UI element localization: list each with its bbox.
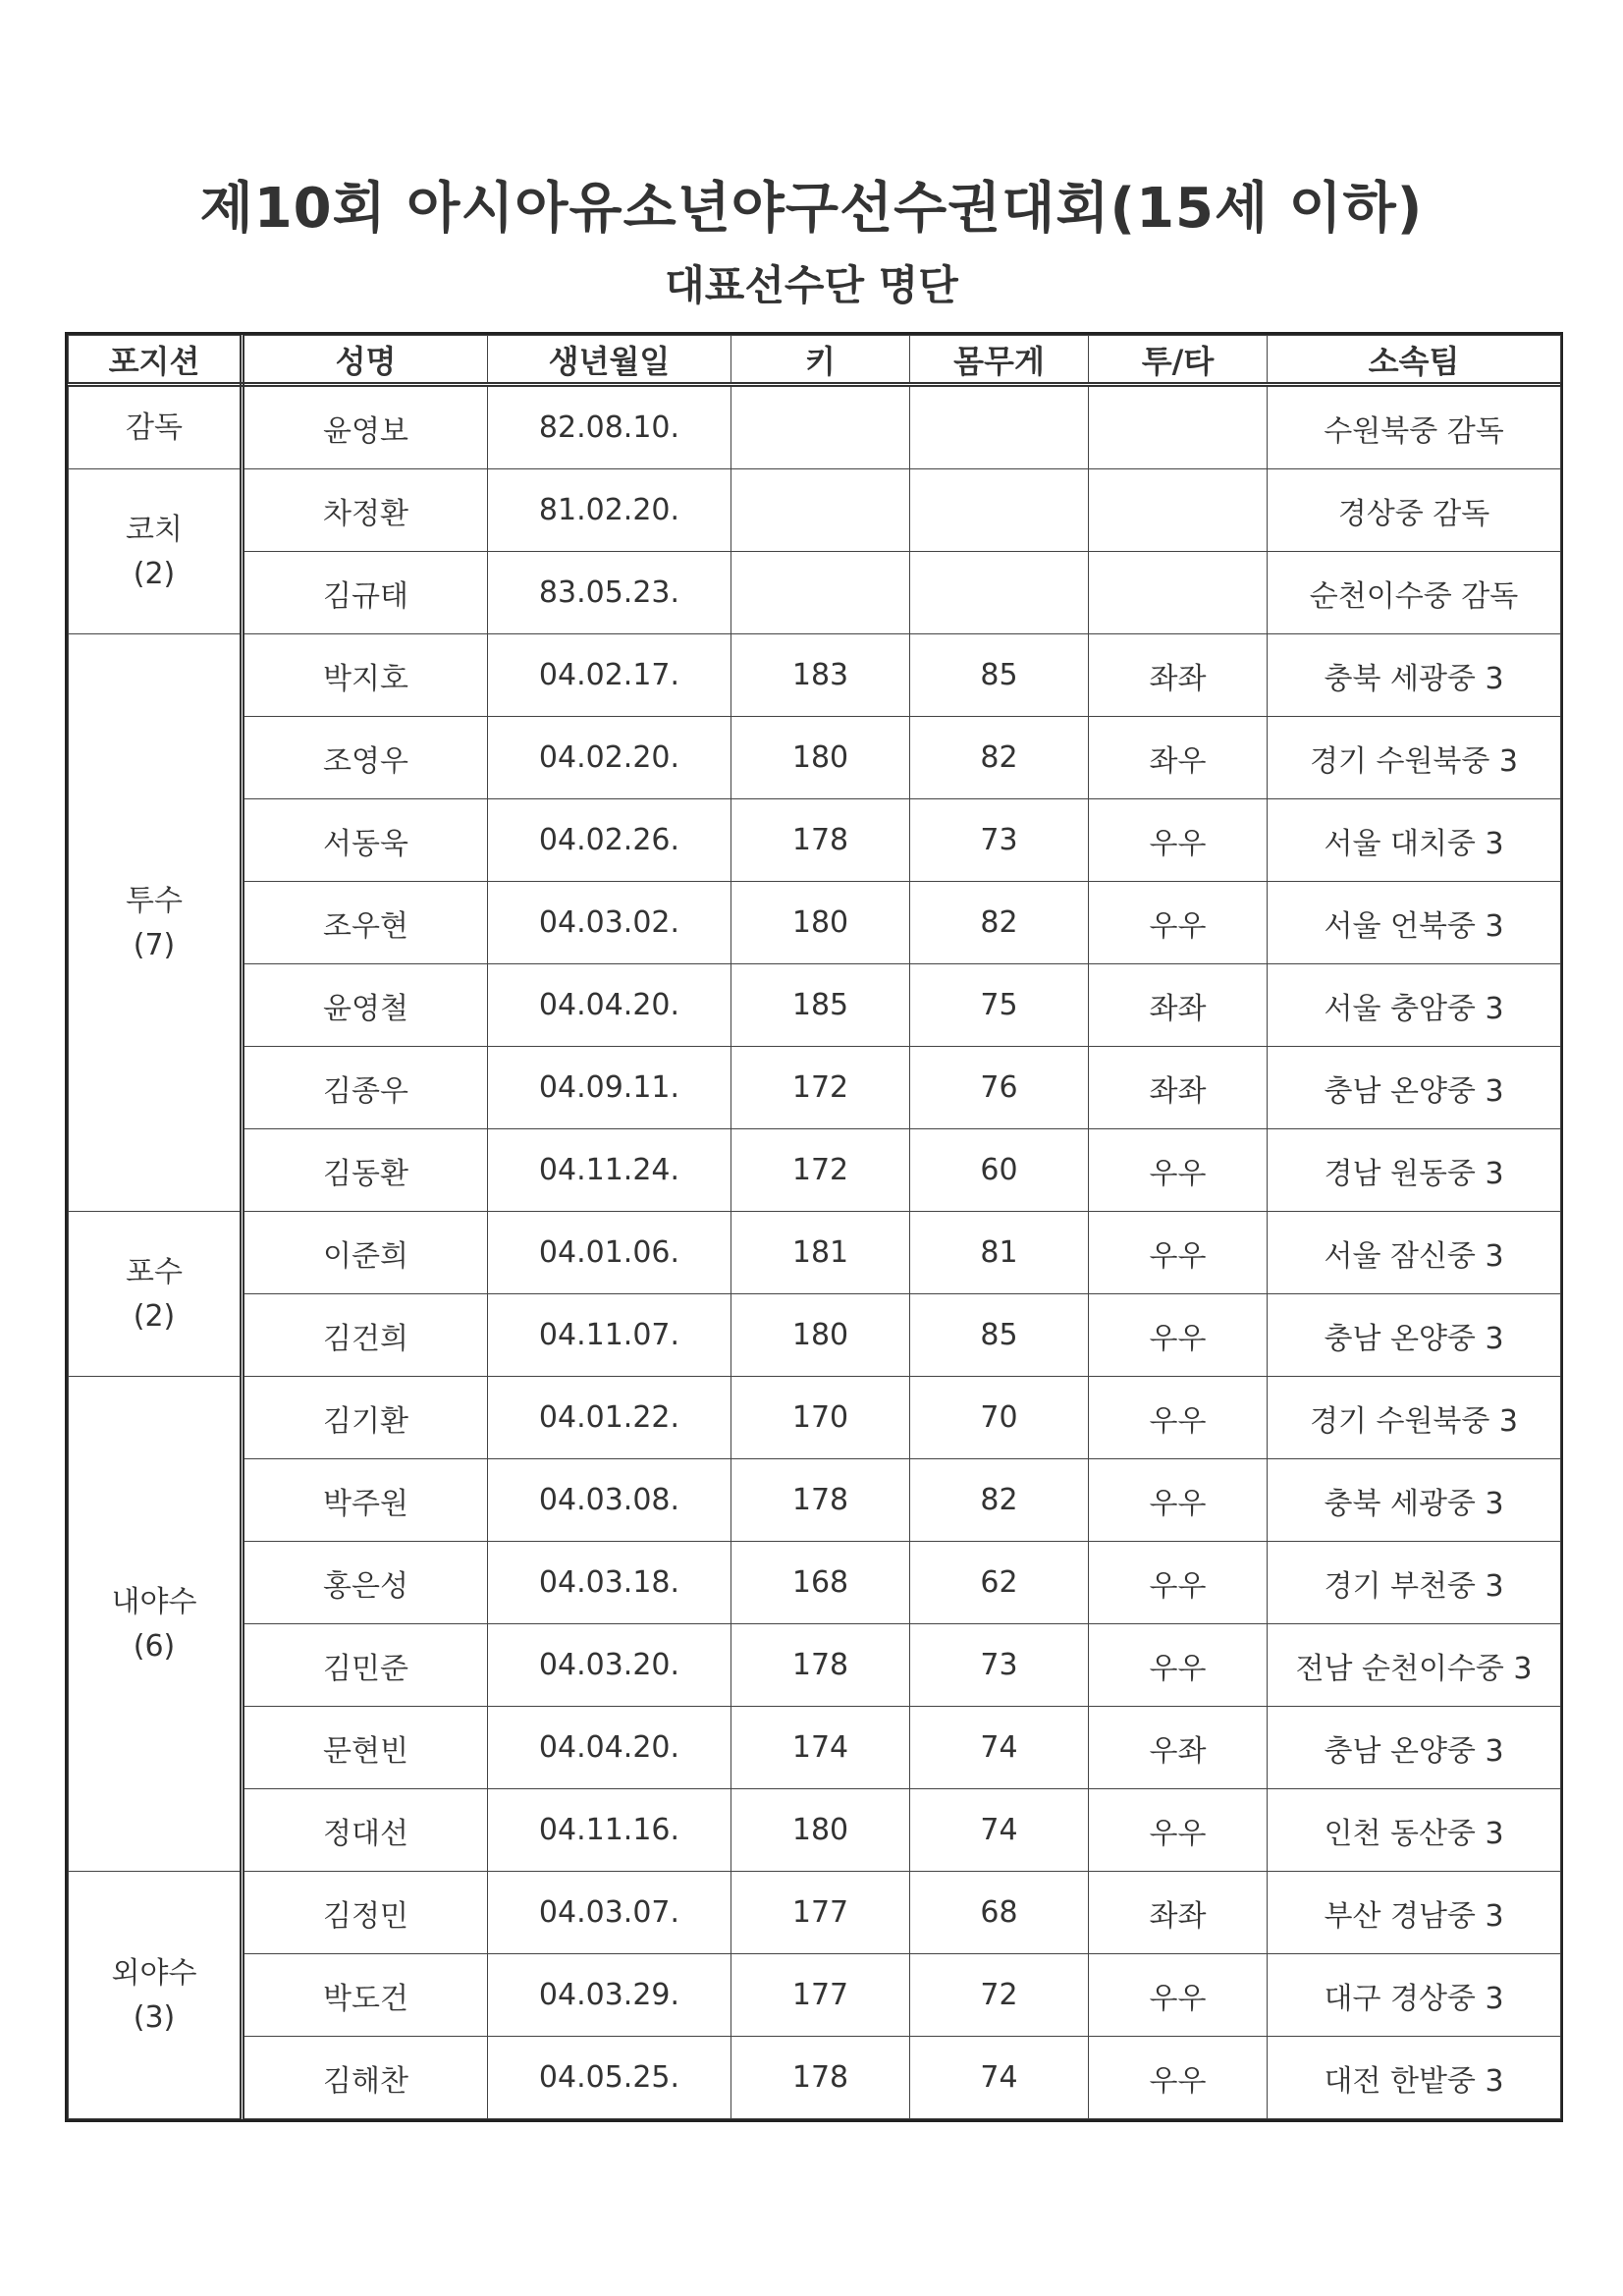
birthdate-cell: 04.03.20. (488, 1624, 731, 1707)
position-label: 투수 (126, 883, 183, 918)
player-name-cell: 김기환 (243, 1377, 488, 1459)
birthdate-cell: 04.11.07. (488, 1294, 731, 1377)
height-cell: 178 (731, 799, 910, 882)
birthdate-cell: 04.03.08. (488, 1459, 731, 1542)
height-cell (731, 385, 910, 469)
birthdate-cell: 04.02.26. (488, 799, 731, 882)
weight-cell (910, 385, 1089, 469)
player-name-cell: 김민준 (243, 1624, 488, 1707)
weight-cell: 62 (910, 1542, 1089, 1624)
birthdate-cell: 04.03.02. (488, 882, 731, 964)
table-row (69, 717, 1561, 799)
height-cell: 174 (731, 1707, 910, 1789)
throw-bat-cell: 우우 (1089, 1459, 1268, 1542)
weight-cell: 82 (910, 717, 1089, 799)
team-cell: 경기 부천중 3 (1268, 1542, 1561, 1624)
player-name-cell: 박주원 (243, 1459, 488, 1542)
height-cell (731, 552, 910, 634)
table-row (69, 1459, 1561, 1542)
birthdate-cell: 04.02.17. (488, 634, 731, 717)
player-name-cell: 김규태 (243, 552, 488, 634)
birthdate-cell: 04.02.20. (488, 717, 731, 799)
position-count: (7) (133, 927, 176, 962)
team-cell: 충남 온양중 3 (1268, 1047, 1561, 1129)
birthdate-cell: 04.04.20. (488, 1707, 731, 1789)
table-row (69, 882, 1561, 964)
player-name-cell: 김정민 (243, 1872, 488, 1954)
throw-bat-cell: 우우 (1089, 2037, 1268, 2119)
player-name-cell: 서동욱 (243, 799, 488, 882)
birthdate-cell: 04.09.11. (488, 1047, 731, 1129)
height-cell: 177 (731, 1872, 910, 1954)
player-name-cell: 조영우 (243, 717, 488, 799)
position-count: (3) (133, 1999, 176, 2035)
column-header-birthdate: 생년월일 (488, 336, 731, 385)
table-row (69, 799, 1561, 882)
player-name-cell: 이준희 (243, 1212, 488, 1294)
player-name-cell: 문현빈 (243, 1707, 488, 1789)
player-name-cell: 김동환 (243, 1129, 488, 1212)
birthdate-cell: 04.03.29. (488, 1954, 731, 2037)
team-cell: 경기 수원북중 3 (1268, 1377, 1561, 1459)
throw-bat-cell: 우우 (1089, 1377, 1268, 1459)
position-label: 코치 (126, 512, 183, 547)
throw-bat-cell: 우우 (1089, 1212, 1268, 1294)
team-cell: 서울 대치중 3 (1268, 799, 1561, 882)
weight-cell: 74 (910, 1707, 1089, 1789)
weight-cell: 76 (910, 1047, 1089, 1129)
table-row (69, 385, 1561, 469)
team-cell: 충남 온양중 3 (1268, 1707, 1561, 1789)
birthdate-cell: 04.11.24. (488, 1129, 731, 1212)
weight-cell: 82 (910, 1459, 1089, 1542)
position-label: 외야수 (111, 1955, 197, 1991)
team-cell: 순천이수중 감독 (1268, 552, 1561, 634)
height-cell: 177 (731, 1954, 910, 2037)
birthdate-cell: 04.05.25. (488, 2037, 731, 2119)
column-header-weight: 몸무게 (910, 336, 1089, 385)
height-cell (731, 469, 910, 552)
weight-cell (910, 552, 1089, 634)
player-name-cell: 홍은성 (243, 1542, 488, 1624)
weight-cell: 73 (910, 799, 1089, 882)
team-cell: 전남 순천이수중 3 (1268, 1624, 1561, 1707)
player-name-cell: 조우현 (243, 882, 488, 964)
table-row (69, 1542, 1561, 1624)
height-cell: 168 (731, 1542, 910, 1624)
column-header-throw-bat: 투/타 (1089, 336, 1268, 385)
player-name-cell: 정대선 (243, 1789, 488, 1872)
player-name-cell: 박지호 (243, 634, 488, 717)
weight-cell: 73 (910, 1624, 1089, 1707)
height-cell: 178 (731, 1459, 910, 1542)
throw-bat-cell: 좌우 (1089, 717, 1268, 799)
weight-cell: 82 (910, 882, 1089, 964)
team-cell: 부산 경남중 3 (1268, 1872, 1561, 1954)
document-subtitle: 대표선수단 명단 (665, 261, 958, 309)
table-row (69, 1872, 1561, 1954)
position-label: 감독 (126, 410, 183, 445)
table-row (69, 1954, 1561, 2037)
birthdate-cell: 04.03.18. (488, 1542, 731, 1624)
team-cell: 대구 경상중 3 (1268, 1954, 1561, 2037)
throw-bat-cell: 우우 (1089, 1624, 1268, 1707)
team-cell: 경상중 감독 (1268, 469, 1561, 552)
team-cell: 서울 충암중 3 (1268, 964, 1561, 1047)
height-cell: 180 (731, 1789, 910, 1872)
birthdate-cell: 82.08.10. (488, 385, 731, 469)
height-cell: 170 (731, 1377, 910, 1459)
throw-bat-cell: 우우 (1089, 1789, 1268, 1872)
position-count: (6) (133, 1628, 176, 1664)
position-cell (69, 1212, 243, 1377)
throw-bat-cell: 우우 (1089, 1129, 1268, 1212)
table-row (69, 1212, 1561, 1294)
birthdate-cell: 83.05.23. (488, 552, 731, 634)
roster-body (69, 385, 1561, 2119)
player-name-cell: 김건희 (243, 1294, 488, 1377)
height-cell: 180 (731, 1294, 910, 1377)
player-name-cell: 윤영보 (243, 385, 488, 469)
team-cell: 서울 언북중 3 (1268, 882, 1561, 964)
position-label: 내야수 (111, 1584, 197, 1619)
throw-bat-cell: 좌좌 (1089, 634, 1268, 717)
weight-cell: 72 (910, 1954, 1089, 2037)
roster-table (68, 335, 1561, 2119)
throw-bat-cell (1089, 552, 1268, 634)
column-header-position: 포지션 (69, 336, 243, 385)
player-name-cell: 윤영철 (243, 964, 488, 1047)
team-cell: 서울 잠신중 3 (1268, 1212, 1561, 1294)
weight-cell: 85 (910, 634, 1089, 717)
weight-cell: 75 (910, 964, 1089, 1047)
table-row (69, 634, 1561, 717)
weight-cell: 85 (910, 1294, 1089, 1377)
birthdate-cell: 04.01.22. (488, 1377, 731, 1459)
position-cell (69, 1872, 243, 2119)
team-cell: 대전 한밭중 3 (1268, 2037, 1561, 2119)
table-row (69, 1294, 1561, 1377)
throw-bat-cell: 좌좌 (1089, 1047, 1268, 1129)
throw-bat-cell (1089, 385, 1268, 469)
position-cell (69, 1377, 243, 1872)
height-cell: 172 (731, 1047, 910, 1129)
table-row (69, 1129, 1561, 1212)
birthdate-cell: 04.11.16. (488, 1789, 731, 1872)
column-header-height: 키 (731, 336, 910, 385)
team-cell: 인천 동산중 3 (1268, 1789, 1561, 1872)
team-cell: 충남 온양중 3 (1268, 1294, 1561, 1377)
throw-bat-cell: 우우 (1089, 1954, 1268, 2037)
birthdate-cell: 04.03.07. (488, 1872, 731, 1954)
document-title: 제10회 아시아유소년야구선수권대회(15세 이하) (199, 177, 1424, 241)
table-row (69, 1377, 1561, 1459)
weight-cell: 81 (910, 1212, 1089, 1294)
position-cell (69, 469, 243, 634)
throw-bat-cell: 우좌 (1089, 1707, 1268, 1789)
header-row (69, 336, 1561, 385)
column-header-team: 소속팀 (1268, 336, 1561, 385)
height-cell: 180 (731, 882, 910, 964)
throw-bat-cell: 좌좌 (1089, 1872, 1268, 1954)
table-row (69, 1707, 1561, 1789)
height-cell: 172 (731, 1129, 910, 1212)
weight-cell (910, 469, 1089, 552)
position-count: (2) (133, 556, 176, 591)
table-row (69, 1624, 1561, 1707)
height-cell: 183 (731, 634, 910, 717)
birthdate-cell: 81.02.20. (488, 469, 731, 552)
position-cell (69, 385, 243, 469)
table-row (69, 1789, 1561, 1872)
throw-bat-cell (1089, 469, 1268, 552)
weight-cell: 74 (910, 1789, 1089, 1872)
throw-bat-cell: 우우 (1089, 799, 1268, 882)
weight-cell: 60 (910, 1129, 1089, 1212)
height-cell: 185 (731, 964, 910, 1047)
birthdate-cell: 04.04.20. (488, 964, 731, 1047)
position-count: (2) (133, 1298, 176, 1334)
weight-cell: 70 (910, 1377, 1089, 1459)
throw-bat-cell: 우우 (1089, 1294, 1268, 1377)
table-row (69, 2037, 1561, 2119)
weight-cell: 68 (910, 1872, 1089, 1954)
column-header-name: 성명 (243, 336, 488, 385)
player-name-cell: 김종우 (243, 1047, 488, 1129)
table-row (69, 1047, 1561, 1129)
team-cell: 경기 수원북중 3 (1268, 717, 1561, 799)
roster-table-frame (65, 332, 1563, 2122)
throw-bat-cell: 우우 (1089, 1542, 1268, 1624)
position-label: 포수 (126, 1254, 183, 1289)
team-cell: 충북 세광중 3 (1268, 1459, 1561, 1542)
height-cell: 180 (731, 717, 910, 799)
team-cell: 경남 원동중 3 (1268, 1129, 1561, 1212)
height-cell: 181 (731, 1212, 910, 1294)
height-cell: 178 (731, 1624, 910, 1707)
height-cell: 178 (731, 2037, 910, 2119)
team-cell: 충북 세광중 3 (1268, 634, 1561, 717)
weight-cell: 74 (910, 2037, 1089, 2119)
table-row (69, 552, 1561, 634)
throw-bat-cell: 우우 (1089, 882, 1268, 964)
birthdate-cell: 04.01.06. (488, 1212, 731, 1294)
position-cell (69, 634, 243, 1212)
player-name-cell: 차정환 (243, 469, 488, 552)
table-row (69, 469, 1561, 552)
table-row (69, 964, 1561, 1047)
player-name-cell: 박도건 (243, 1954, 488, 2037)
team-cell: 수원북중 감독 (1268, 385, 1561, 469)
player-name-cell: 김해찬 (243, 2037, 488, 2119)
throw-bat-cell: 좌좌 (1089, 964, 1268, 1047)
